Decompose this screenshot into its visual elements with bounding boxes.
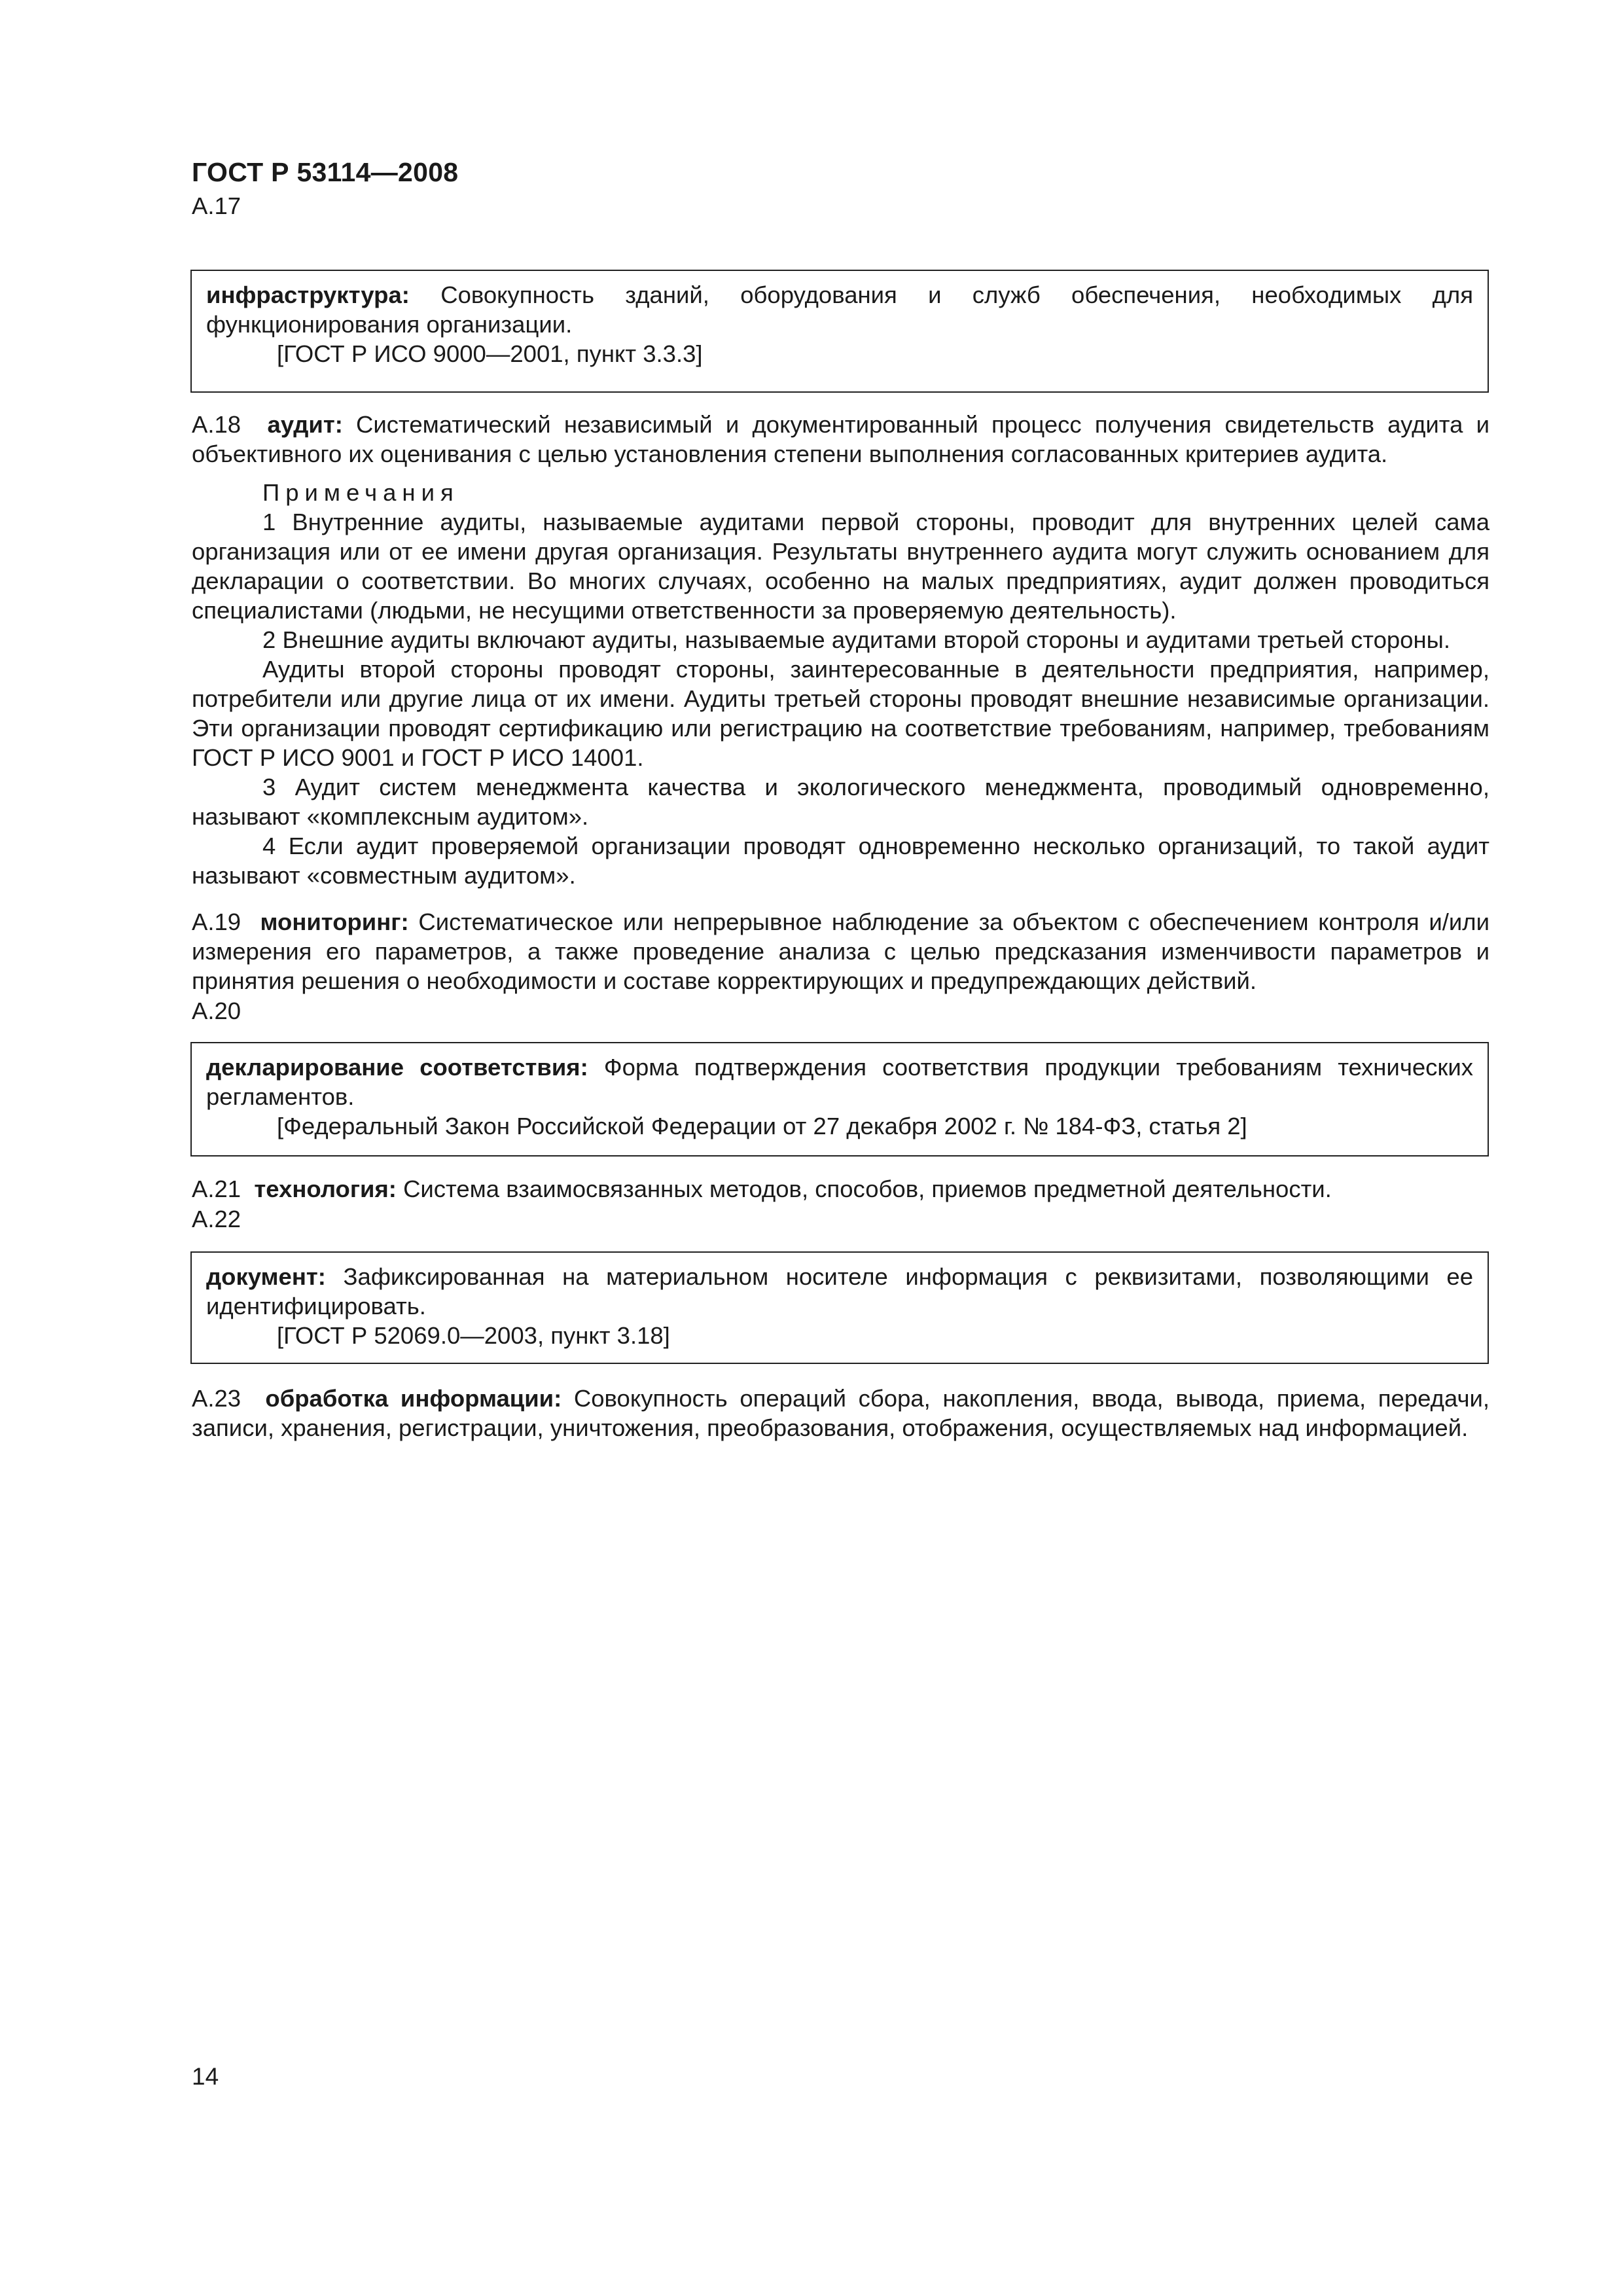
clause-a23 [192,1384,1489,1443]
term-a23: обработка информации: [265,1385,562,1412]
term-a19: мониторинг: [260,908,409,935]
clause-a21 [192,1174,1489,1204]
definition-text-a19: Систематическое или непрерывное наблюдение за объектом с обеспечением контроля и/или измерения его параметров, а также проведение анализа с целью предсказания изменчивости параметров и принятия решения о необходимости и составе корректирующих и предупреждающих действий. [192,908,1489,994]
note-2-continuation: Аудиты второй стороны проводят стороны, заинтересованные в деятельности предприятия, например, потребители или другие лица от их имени. Аудиты третьей стороны проводят внешние независимые организации. Эти организации проводят сертификацию или регистрацию на соответствие требованиям, например, требованиям ГОСТ Р ИСО 9001 и ГОСТ Р ИСО 14001. [192,656,1489,771]
definition-a17 [206,280,1473,339]
note-2: 2 Внешние аудиты включают аудиты, называемые аудитами второй стороны и аудитами третьей стороны. [262,626,1451,653]
clause-label-a17: А.17 [192,192,241,219]
definition-box-a17 [190,270,1489,393]
note-4: 4 Если аудит проверяемой организации проводят одновременно несколько организаций, то такой аудит называют «совместным аудитом». [192,833,1489,889]
note-3: 3 Аудит систем менеджмента качества и экологического менеджмента, проводимый одновременно, называют «комплексным аудитом». [192,774,1489,830]
definition-text-a18: Систематический независимый и документированный процесс получения свидетельств аудита и объективного их оценивания с целью установления степени выполнения согласованных критериев аудита. [192,411,1489,467]
source-a22: [ГОСТ Р 52069.0—2003, пункт 3.18] [277,1322,670,1349]
term-a21: технология: [254,1175,397,1202]
clause-a18 [192,410,1489,890]
notes-heading: Примечания [262,479,459,506]
definition-box-a20 [190,1042,1489,1157]
source-a20: [Федеральный Закон Российской Федерации от 27 декабря 2002 г. № 184-ФЗ, статья 2] [277,1113,1247,1139]
term-a22: документ: [206,1263,326,1290]
clause-number-a18: А.18 [192,411,241,438]
page-number: 14 [192,2063,219,2090]
definition-box-a22 [190,1251,1489,1364]
clause-label-a22: А.22 [192,1206,241,1232]
definition-text-a21: Система взаимосвязанных методов, способов, приемов предметной деятельности. [396,1175,1332,1202]
clause-number-a23: А.23 [192,1385,241,1412]
definition-a18 [192,410,1489,469]
definition-a21 [192,1174,1489,1204]
note-1: 1 Внутренние аудиты, называемые аудитами первой стороны, проводит для внутренних целей сама организация или от ее имени другая организация. Результаты внутреннего аудита могут служить основанием для декларации о соответствии. Во многих случаях, особенно на малых предприятиях, аудит должен проводиться специалистами (людьми, не несущими ответственности за проверяемую деятельность). [192,509,1489,624]
clause-label-a20: А.20 [192,997,241,1024]
definition-text-a20: Форма подтверждения соответствия продукции требованиям технических регламентов. [206,1054,1473,1110]
term-a17: инфраструктура: [206,281,410,308]
definition-a22 [206,1262,1473,1321]
clause-number-a21: А.21 [192,1175,241,1202]
definition-a20 [206,1052,1473,1111]
source-a17: [ГОСТ Р ИСО 9000—2001, пункт 3.3.3] [277,340,703,367]
document-header: ГОСТ Р 53114—2008 [192,157,459,187]
definition-a19 [192,907,1489,996]
definition-text-a23: Совокупность операций сбора, накопления, ввода, вывода, приема, передачи, записи, хранения, регистрации, уничтожения, преобразования, отображения, осуществляемых над информацией. [192,1385,1489,1441]
definition-text-a22: Зафиксированная на материальном носителе информация с реквизитами, позволяющими ее идентифицировать. [206,1263,1473,1319]
term-a18: аудит: [267,411,343,438]
clause-a19 [192,907,1489,996]
definition-a23 [192,1384,1489,1443]
clause-number-a19: А.19 [192,908,241,935]
term-a20: декларирование соответствия: [206,1054,588,1081]
definition-text-a17: Совокупность зданий, оборудования и служб обеспечения, необходимых для функционирования организации. [206,281,1473,338]
